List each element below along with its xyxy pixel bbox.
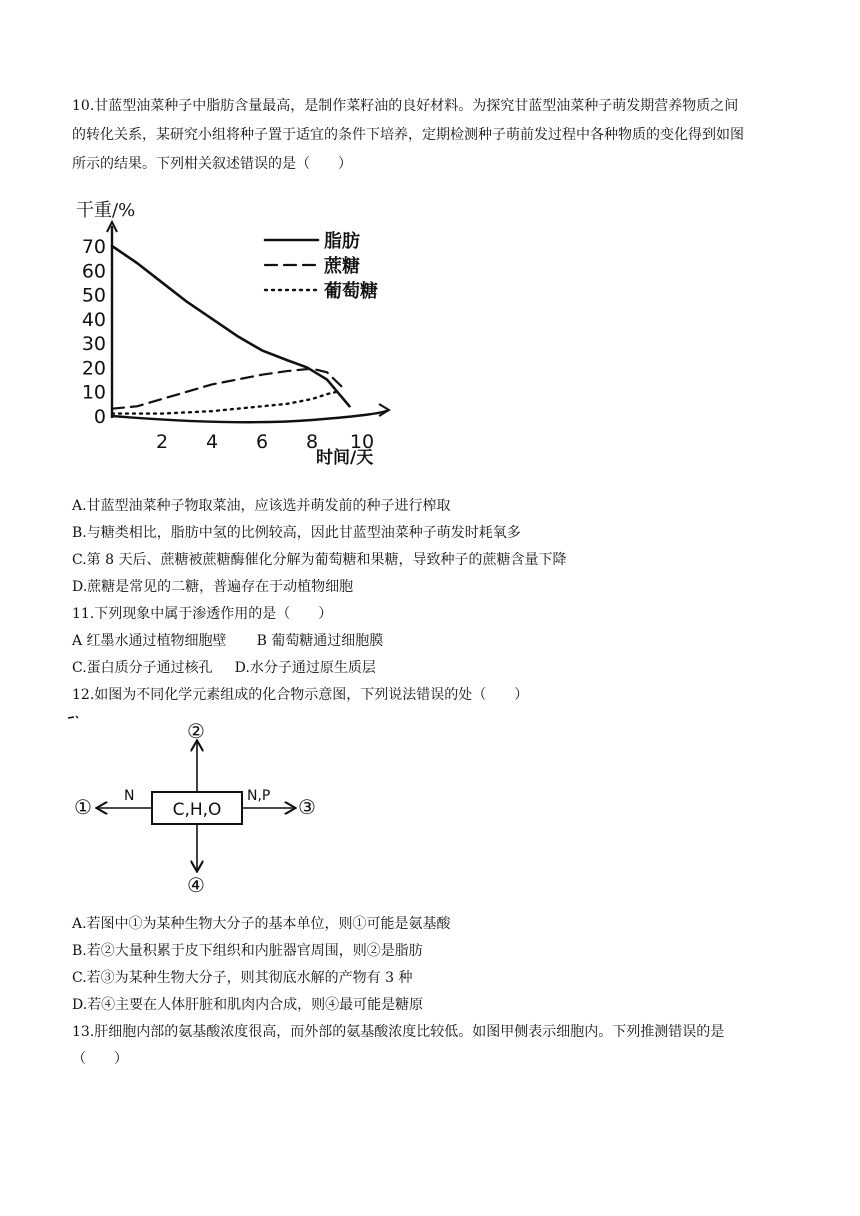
q10-option-b: B.与糖类相比，脂肪中氢的比例较高，因此甘蓝型油菜种子萌发时耗氧多 xyxy=(72,525,521,541)
q11-stem: 11.下列现象中属于渗透作用的是（ ） xyxy=(72,606,333,622)
q12-diagram xyxy=(64,712,344,902)
node-4: ④ xyxy=(187,873,205,897)
x-tick-label: 2 xyxy=(155,431,169,453)
chart-x-axis-label: 时间/天 xyxy=(316,448,374,468)
node-2: ② xyxy=(187,719,205,743)
q12-option-a: A.若图中①为某种生物大分子的基本单位，则①可能是氨基酸 xyxy=(72,916,451,932)
node-3: ③ xyxy=(298,795,316,819)
q11-option-c: C.蛋白质分子通过核孔 xyxy=(72,660,213,676)
y-tick-label: 10 xyxy=(81,381,106,404)
x-tick-label: 8 xyxy=(305,431,319,453)
legend-label: 蔗糖 xyxy=(324,256,360,277)
q10-option-a: A.甘蓝型油菜种子物取菜油，应该选并萌发前的种子进行榨取 xyxy=(72,498,451,514)
series-line-蔗糖 xyxy=(112,369,345,409)
q11-options-row-2 xyxy=(72,658,376,678)
series-line-葡萄糖 xyxy=(112,392,337,414)
q13-stem-line-1: 13.肝细胞内部的氨基酸浓度很高，而外部的氨基酸浓度比较低。如图甲侧表示细胞内。下列推测错误的是 xyxy=(72,1024,725,1040)
q11-option-b: B 葡萄糖通过细胞膜 xyxy=(256,633,384,649)
q10-stem-line-3: 所示的结果。下列柑关叙述错误的是（ ） xyxy=(72,156,352,172)
q10-stem-line-2: 的转化关系，某研究小组将种子置于适宜的条件下培养，定期检测种子萌前发过程中各种物质的变化得到如图 xyxy=(72,127,744,143)
q10-option-d: D.蔗糖是常见的二糖，普遍存在于动植物细胞 xyxy=(72,579,354,595)
y-tick-label: 70 xyxy=(81,236,106,258)
q10-option-c: C.第 8 天后、蔗糖被蔗糖酶催化分解为葡萄糖和果糖，导致种子的蔗糖含量下降 xyxy=(72,552,567,568)
y-tick-label: 30 xyxy=(81,333,106,356)
right-arrow-label: N,P xyxy=(247,788,271,804)
x-tick-label: 10 xyxy=(349,431,375,453)
q12-stem: 12.如图为不同化学元素组成的化合物示意图，下列说法错误的处（ ） xyxy=(72,687,529,703)
y-tick-label: 60 xyxy=(81,260,106,283)
q12-option-d: D.若④主要在人体肝脏和肌肉内合成，则④最可能是糖原 xyxy=(72,997,424,1013)
y-tick-label: 50 xyxy=(81,284,106,307)
q11-option-a: A 红墨水通过植物细胞壁 xyxy=(72,633,227,649)
q12-option-c: C.若③为某种生物大分子，则其彻底水解的产物有 3 种 xyxy=(72,970,413,986)
series-line-脂肪 xyxy=(112,246,350,406)
q13-stem-line-2: （ ） xyxy=(72,1051,128,1067)
node-1: ① xyxy=(74,795,92,819)
y-tick-label: 0 xyxy=(93,406,106,428)
y-tick-label: 40 xyxy=(81,308,106,331)
q11-options-row-1 xyxy=(72,631,383,651)
compound-box-label: C,H,O xyxy=(172,800,222,820)
q10-stem-line-1: 10.甘蓝型油菜种子中脂肪含量最高，是制作菜籽油的良好材料。为探究甘蓝型油菜种子萌发期营养物质之间 xyxy=(72,98,739,114)
chart-series xyxy=(112,246,350,414)
chart-y-axis-label: 干重/% xyxy=(76,200,136,221)
x-axis-arrow xyxy=(379,404,389,416)
x-tick-label: 6 xyxy=(255,431,269,453)
y-tick-label: 20 xyxy=(81,357,106,380)
legend-label: 葡萄糖 xyxy=(324,281,378,302)
legend-label: 脂肪 xyxy=(324,231,360,252)
q12-option-b: B.若②大量积累于皮下组织和内脏器官周围，则②是脂肪 xyxy=(72,943,423,959)
left-arrow-label: N xyxy=(124,788,135,804)
x-axis xyxy=(112,410,387,422)
chart-legend xyxy=(265,230,378,302)
chart-axes xyxy=(107,222,389,422)
x-tick-label: 4 xyxy=(205,431,219,453)
q10-chart xyxy=(70,192,400,474)
q11-option-d: D.水分子通过原生质层 xyxy=(234,660,376,676)
